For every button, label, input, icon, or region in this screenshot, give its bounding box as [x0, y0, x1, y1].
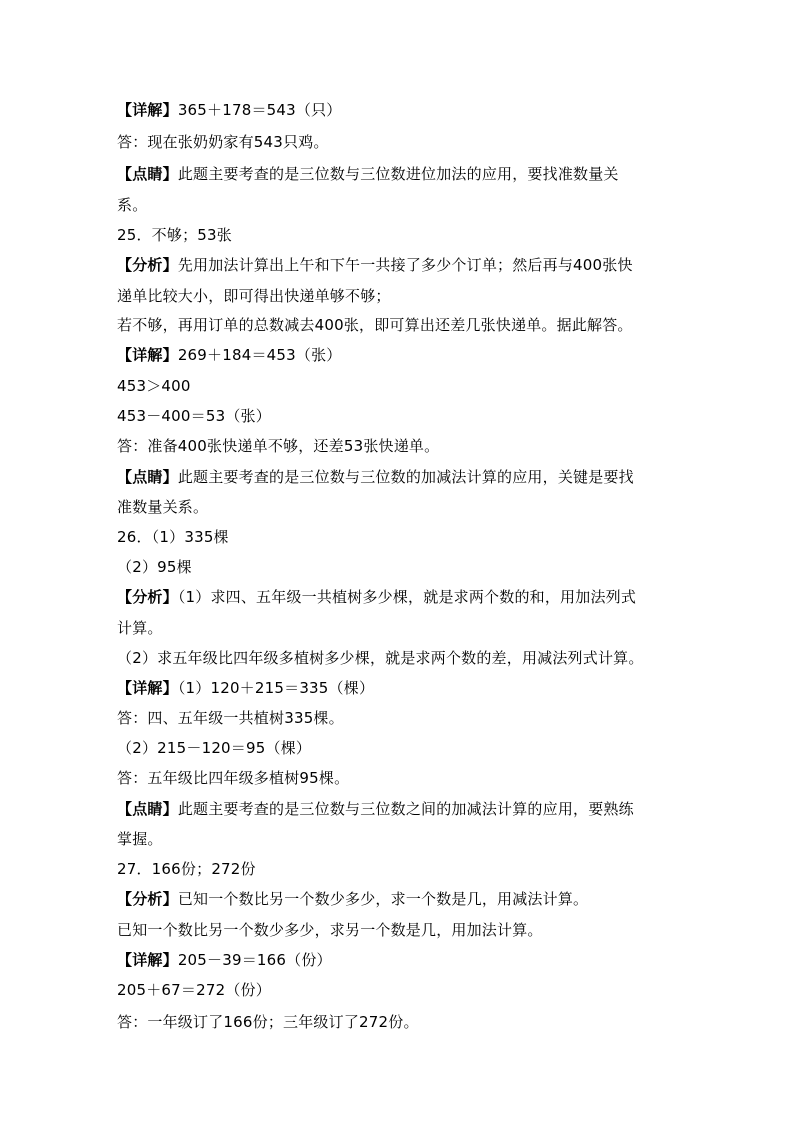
line-text: 系。: [117, 196, 148, 214]
text-line: [117, 406, 697, 426]
text-line: [117, 527, 697, 547]
line-text: 365＋178＝543（只）: [177, 101, 342, 119]
line-text: 答：现在张奶奶家有543只鸡。: [117, 133, 329, 151]
text-line: [117, 889, 697, 909]
text-line: [117, 587, 697, 607]
line-text: 205－39＝166（份）: [177, 951, 332, 969]
text-line: [117, 768, 697, 788]
text-line: [117, 467, 697, 487]
text-line: [117, 164, 697, 184]
section-tag: 【详解】: [117, 101, 178, 119]
line-text: 答：四、五年级一共植树335棵。: [117, 709, 344, 727]
text-line: [117, 980, 697, 1000]
line-text: 掌握。: [117, 830, 163, 848]
section-tag: 【分析】: [117, 588, 178, 606]
line-text: 已知一个数比另一个数少多少，求一个数是几，用减法计算。: [177, 890, 589, 908]
section-tag: 【分析】: [117, 256, 178, 274]
text-line: [117, 255, 697, 275]
line-text: （1）120＋215＝335（棵）: [177, 679, 375, 697]
text-line: [117, 225, 697, 245]
line-text: 答：一年级订了166份；三年级订了272份。: [117, 1013, 419, 1031]
text-line: [117, 497, 697, 517]
text-line: [117, 799, 697, 819]
line-text: （2）95棵: [117, 558, 192, 576]
line-text: 27．166份；272份: [117, 860, 256, 878]
text-line: [117, 376, 697, 396]
section-tag: 【详解】: [117, 951, 178, 969]
text-line: [117, 618, 697, 638]
section-tag: 【详解】: [117, 346, 178, 364]
section-tag: 【详解】: [117, 679, 178, 697]
text-line: [117, 1012, 697, 1032]
line-text: 26．（1）335棵: [117, 528, 229, 546]
text-line: [117, 950, 697, 970]
text-line: [117, 920, 697, 940]
text-line: [117, 708, 697, 728]
line-text: 先用加法计算出上午和下午一共接了多少个订单；然后再与400张快: [177, 256, 633, 274]
text-line: [117, 738, 697, 758]
text-line: [117, 829, 697, 849]
text-line: [117, 859, 697, 879]
section-tag: 【点睛】: [117, 800, 178, 818]
section-tag: 【分析】: [117, 890, 178, 908]
line-text: 此题主要考查的是三位数与三位数之间的加减法计算的应用，要熟练: [177, 800, 634, 818]
line-text: 答：准备400张快递单不够，还差53张快递单。: [117, 437, 440, 455]
line-text: 准数量关系。: [117, 498, 209, 516]
line-text: 若不够，再用订单的总数减去400张，即可算出还差几张快递单。据此解答。: [117, 316, 633, 334]
line-text: 计算。: [117, 619, 163, 637]
line-text: 25．不够；53张: [117, 226, 232, 244]
text-line: [117, 648, 697, 668]
line-text: 已知一个数比另一个数少多少，求另一个数是几，用加法计算。: [117, 921, 543, 939]
line-text: （1）求四、五年级一共植树多少棵，就是求两个数的和，用加法列式: [177, 588, 637, 606]
line-text: 递单比较大小，即可得出快递单够不够；: [117, 287, 391, 305]
line-text: 此题主要考查的是三位数与三位数的加减法计算的应用，关键是要找: [177, 468, 634, 486]
text-line: [117, 345, 697, 365]
text-line: [117, 195, 697, 215]
text-line: [117, 315, 697, 335]
text-line: [117, 100, 697, 120]
section-tag: 【点睛】: [117, 165, 178, 183]
line-text: 此题主要考查的是三位数与三位数进位加法的应用，要找准数量关: [177, 165, 619, 183]
text-line: [117, 678, 697, 698]
section-tag: 【点睛】: [117, 468, 178, 486]
line-text: 269＋184＝453（张）: [177, 346, 342, 364]
line-text: （2）215－120＝95（棵）: [117, 739, 312, 757]
text-line: [117, 286, 697, 306]
line-text: （2）求五年级比四年级多植树多少棵，就是求两个数的差，用减法列式计算。: [117, 649, 644, 667]
text-line: [117, 557, 697, 577]
line-text: 453－400＝53（张）: [117, 407, 271, 425]
text-line: [117, 436, 697, 456]
line-text: 205＋67＝272（份）: [117, 981, 271, 999]
line-text: 453＞400: [117, 377, 191, 395]
text-line: [117, 132, 697, 152]
line-text: 答：五年级比四年级多植树95棵。: [117, 769, 350, 787]
